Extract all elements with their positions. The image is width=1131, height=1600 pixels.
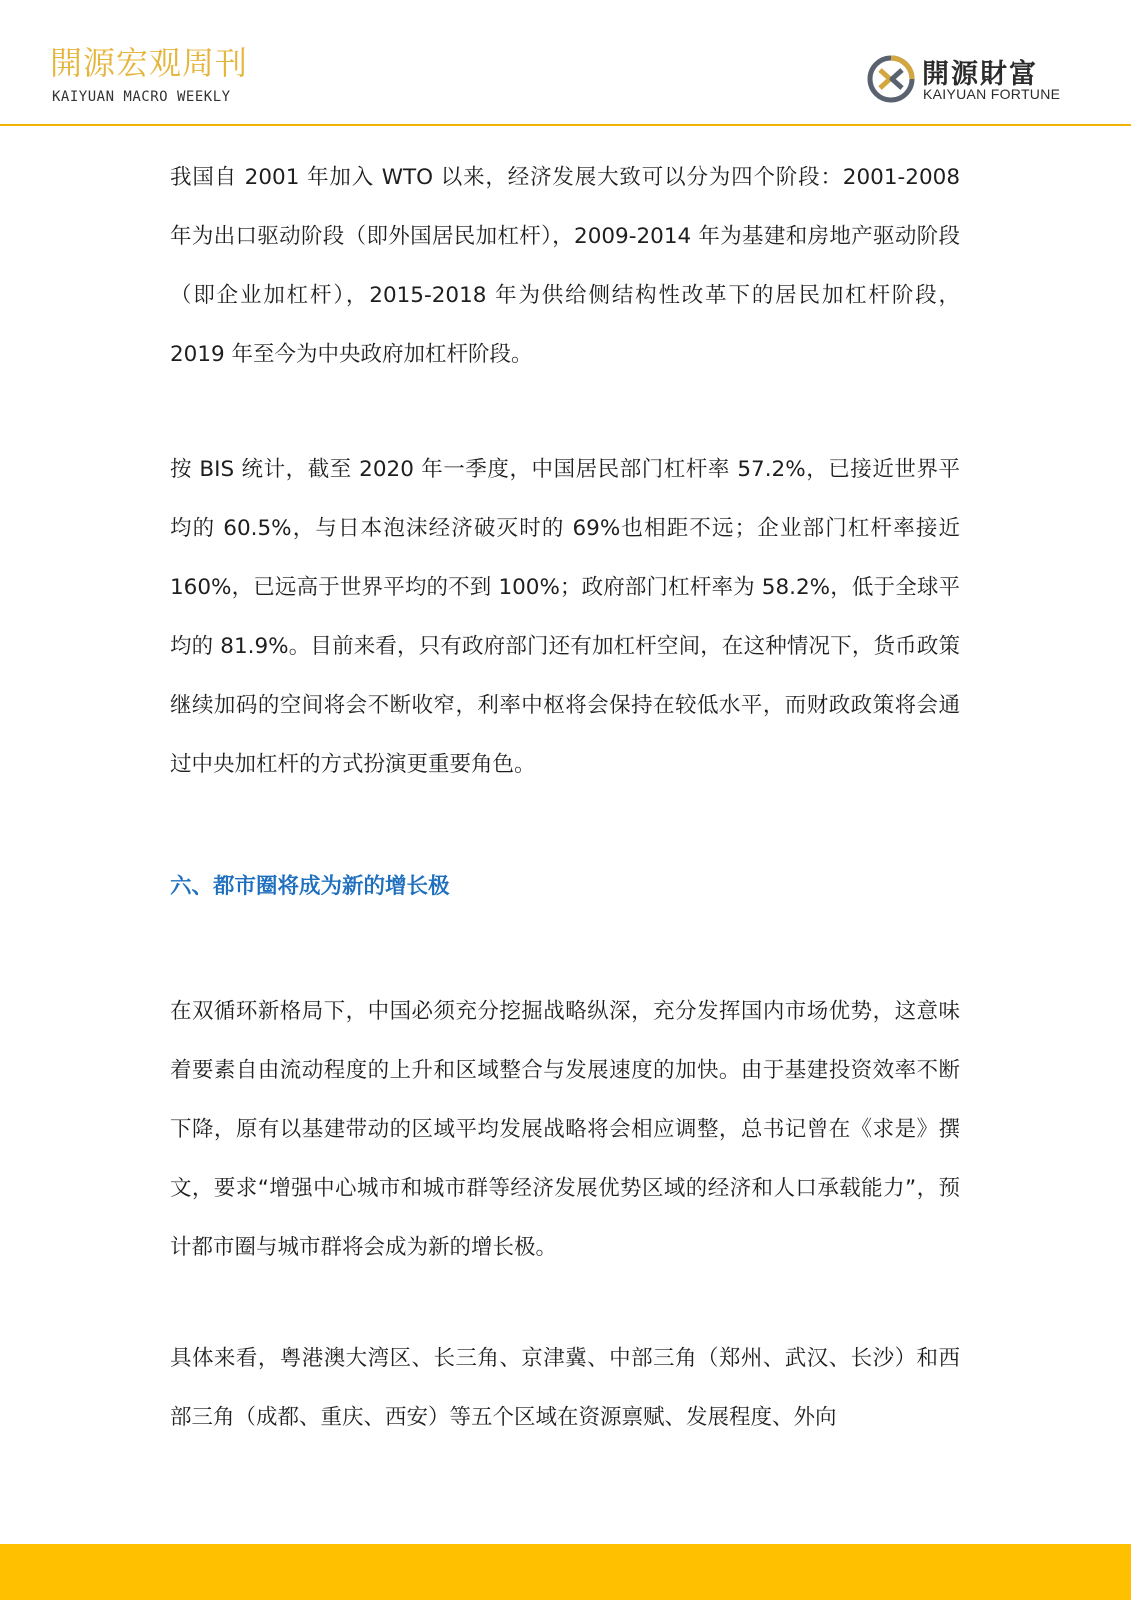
- paragraph-dual-circulation: 在双循环新格局下，中国必须充分挖掘战略纵深，充分发挥国内市场优势，这意味着要素自由流动程度的上升和区域整合与发展速度的加快。由于基建投资效率不断下降，原有以基建带动的区域平均发展战略将会相应调整，总书记曾在《求是》撰文，要求“增强中心城市和城市群等经济发展优势区域的经济和人口承载能力”，预计都市圈与城市群将会成为新的增长极。: [170, 999, 960, 1260]
- paragraph-leverage-ratios: 按 BIS 统计，截至 2020 年一季度，中国居民部门杠杆率 57.2%，已接近世界平均的 60.5%，与日本泡沫经济破灭时的 69%也相距不远；企业部门杠杆率接近 160%，已远高于世界平均的不到 100%；政府部门杠杆率为 58.2%，低于全球平均的 81.9%。目前来看，只有政府部门还有加杠杆空间，在这种情况下，货币政策继续加码的空间将会不断收窄，利率中枢将会保持在较低水平，而财政政策将会通过中央加杠杆的方式扮演更重要角色。: [170, 457, 960, 777]
- publication-subtitle: KAIYUAN MACRO WEEKLY: [52, 89, 231, 105]
- brand-logo: [866, 52, 1086, 108]
- document-body: [170, 148, 960, 1447]
- header-divider: [0, 124, 1131, 126]
- publication-title: 開源宏观周刊: [50, 44, 249, 82]
- paragraph-wto-stages: 我国自 2001 年加入 WTO 以来，经济发展大致可以分为四个阶段：2001-2008 年为出口驱动阶段（即外国居民加杠杆），2009-2014 年为基建和房地产驱动阶段（即企业加杠杆），2015-2018 年为供给侧结构性改革下的居民加杠杆阶段，2019 年至今为中央政府加杠杆阶段。: [170, 165, 960, 367]
- paragraph-spacer: [170, 794, 960, 857]
- paragraph-spacer: [170, 384, 960, 440]
- kaiyuan-logo-mark-icon: [866, 54, 916, 104]
- logo-chinese-name: 開源財富: [922, 59, 1038, 90]
- logo-english-name: KAIYUAN FORTUNE: [923, 86, 1061, 102]
- section-heading: 六、都市圈将成为新的增长极: [170, 874, 450, 899]
- paragraph-spacer: [170, 1277, 960, 1329]
- footer-band: [0, 1544, 1131, 1600]
- paragraph-spacer: [170, 916, 960, 982]
- page-header: [0, 0, 1131, 126]
- paragraph-five-regions: 具体来看，粤港澳大湾区、长三角、京津冀、中部三角（郑州、武汉、长沙）和西部三角（成都、重庆、西安）等五个区域在资源禀赋、发展程度、外向: [170, 1346, 960, 1430]
